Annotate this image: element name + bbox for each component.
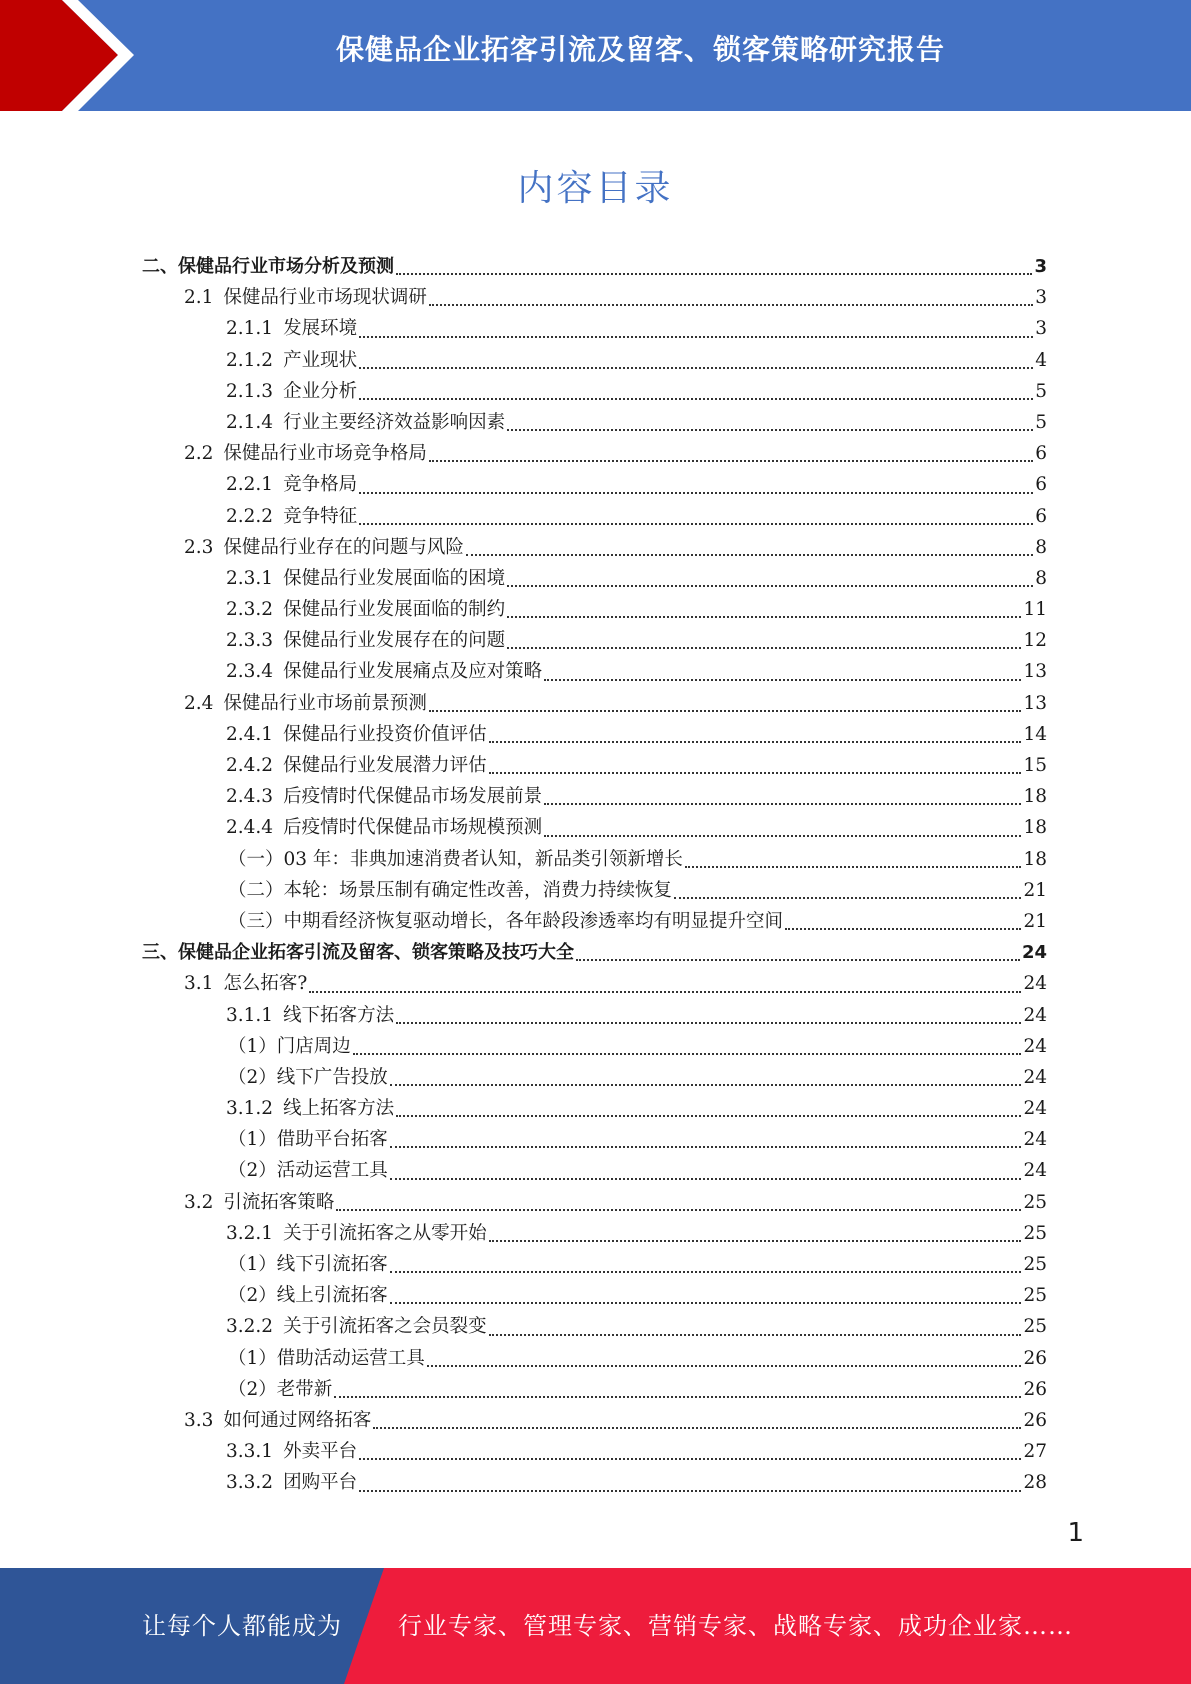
toc-entry[interactable] [0,1125,1191,1156]
toc-entry-page: 8 [1035,567,1047,589]
toc-entry[interactable] [0,907,1191,938]
toc-entry[interactable] [0,1468,1191,1499]
toc-entry[interactable] [0,533,1191,564]
toc-entry[interactable] [0,1001,1191,1032]
toc-entry-page: 24 [1023,1160,1047,1182]
toc-heading: 内容目录 [517,168,674,209]
toc-entry-page: 3 [1034,256,1047,277]
toc-entry-title [226,782,542,808]
toc-entry-title [226,751,487,777]
toc-entry-title [228,1281,388,1307]
toc-leader-dots [489,1333,1022,1336]
footer-slogan-right: 行业专家、管理专家、营销专家、战略专家、成功企业家…… [398,1612,1073,1640]
toc-leader-dots [507,646,1021,649]
toc-entry-page: 21 [1023,910,1047,932]
toc-entry-number: 2.1.1 [226,318,274,340]
toc-entry-number: 2.4.3 [226,786,274,808]
toc-entry-number: 2.1.3 [226,380,274,402]
toc-entry[interactable] [0,657,1191,688]
toc-entry[interactable] [0,1437,1191,1468]
toc-entry-page: 6 [1035,443,1047,465]
toc-entry[interactable] [0,408,1191,439]
toc-entry[interactable] [0,1281,1191,1312]
toc-entry-text: （2）老带新 [228,1378,333,1400]
toc-leader-dots [334,1395,1021,1398]
toc-entry-number: 2.3.2 [226,599,274,621]
toc-entry-text: 后疫情时代保健品市场规模预测 [283,817,543,839]
toc-entry-title [226,314,357,340]
toc-entry[interactable] [0,346,1191,377]
toc-entry-number: 2.4 [184,692,214,714]
toc-entry-text: 线上拓客方法 [283,1098,395,1120]
toc-leader-dots [544,834,1021,837]
toc-entry-title [226,626,505,652]
toc-entry-title [226,813,542,839]
toc-leader-dots [359,335,1033,338]
toc-leader-dots [507,615,1021,618]
toc-entry[interactable] [0,595,1191,626]
toc-entry-number: 2.3 [184,536,214,558]
toc-leader-dots [396,272,1032,275]
toc-entry-title [184,1188,334,1214]
toc-entry-title [228,1063,388,1089]
toc-entry-number: 3.1 [184,973,214,995]
toc-entry-title [228,1032,351,1058]
toc-entry-text: 竞争特征 [283,505,358,527]
toc-entry-page: 18 [1023,848,1047,870]
toc-entry-text: 保健品行业市场竞争格局 [223,443,427,465]
toc-entry-title [226,470,357,496]
toc-entry-page: 24 [1023,1129,1047,1151]
toc-entry-title [228,907,783,933]
toc-entry-page: 24 [1023,1066,1047,1088]
toc-leader-dots [359,522,1033,525]
page-number: 1 [1067,1518,1084,1548]
toc-entry-number: 2.3.1 [226,567,274,589]
toc-leader-dots [390,1083,1022,1086]
toc-entry-text: （2）线上引流拓客 [228,1285,388,1307]
toc-entry[interactable] [0,1344,1191,1375]
toc-entry-number: 3.2.2 [226,1316,274,1338]
toc-leader-dots [429,459,1033,462]
toc-entry-text: 关于引流拓客之从零开始 [283,1222,487,1244]
toc-entry-text: （三）中期看经济恢复驱动增长，各年龄段渗透率均有明显提升空间 [228,910,784,932]
toc-entry-text: 保健品行业发展存在的问题 [283,630,506,652]
toc-entry-page: 15 [1023,755,1047,776]
toc-entry[interactable] [0,1156,1191,1187]
toc-leader-dots [359,366,1033,369]
toc-entry-title [226,1468,357,1494]
toc-entry-text: 引流拓客策略 [223,1191,335,1213]
toc-entry-text: 企业分析 [283,380,358,402]
toc-entry-title [142,252,394,278]
toc-entry-text: 团购平台 [283,1472,358,1494]
toc-entry-page: 4 [1035,349,1047,371]
toc-leader-dots [466,553,1033,556]
toc-entry[interactable] [0,626,1191,657]
toc-leader-dots [685,865,1022,868]
toc-entry-title [228,1125,388,1151]
toc-entry-page: 18 [1023,817,1047,839]
toc-leader-dots [544,678,1021,681]
toc-entry-title [226,657,542,683]
toc-entry-title [184,439,427,465]
toc-leader-dots [489,1239,1022,1242]
toc-entry-text: 怎么拓客? [223,973,308,995]
toc-entry-page: 26 [1023,1409,1047,1431]
toc-entry[interactable] [0,1375,1191,1406]
toc-entry-text: （二）本轮：场景压制有确定性改善，消费力持续恢复 [228,879,673,901]
toc-entry-number: 2.4.1 [226,723,274,745]
toc-entry-page: 14 [1023,723,1047,745]
toc-entry-number: 3.1.2 [226,1098,274,1120]
toc-entry-title [226,377,357,403]
toc-entry-number: 2.1.4 [226,411,274,433]
toc-entry-text: （2）线下广告投放 [228,1066,388,1088]
toc-entry-text: （一）03 年：非典加速消费者认知，新品类引领新增长 [228,848,683,870]
toc-entry[interactable] [0,377,1191,408]
toc-leader-dots [359,397,1033,400]
toc-leader-dots [390,1145,1022,1148]
toc-entry[interactable] [0,1188,1191,1219]
toc-entry-text: 外卖平台 [283,1441,358,1463]
toc-entry-page: 25 [1023,1191,1047,1213]
toc-entry-title [226,502,357,528]
toc-entry-page: 11 [1023,599,1047,621]
toc-entry-page: 13 [1023,692,1047,714]
page-footer [0,1568,1191,1684]
toc-entry[interactable] [0,1094,1191,1125]
toc-entry-title [228,1375,332,1401]
toc-leader-dots [390,1177,1022,1180]
toc-entry-title [228,1250,388,1276]
toc-leader-dots [489,771,1022,774]
toc-entry-text: 发展环境 [283,318,358,340]
toc-leader-dots [507,584,1033,587]
toc-entry-page: 24 [1021,942,1047,964]
toc-leader-dots [359,1489,1021,1492]
toc-entry-title [226,564,505,590]
toc-entry-number: 3.3.1 [226,1441,274,1463]
toc-leader-dots [373,1426,1021,1429]
toc-entry-text: 二、保健品行业市场分析及预测 [142,256,394,277]
toc-entry-title [226,720,487,746]
toc-entry-page: 21 [1023,879,1047,901]
toc-entry[interactable] [0,1063,1191,1094]
toc-entry-text: （1）线下引流拓客 [228,1254,388,1275]
toc-entry-text: 保健品行业市场现状调研 [223,287,427,309]
toc-entry-title [184,533,464,559]
toc-entry-page: 26 [1023,1378,1047,1400]
toc-entry-title [226,1001,394,1027]
toc-entry[interactable] [0,252,1191,283]
toc-leader-dots [336,1208,1021,1211]
toc-entry-text: 后疫情时代保健品市场发展前景 [283,786,543,808]
toc-entry-number: 2.2 [184,443,214,465]
toc-entry[interactable] [0,314,1191,345]
toc-entry-title [228,845,683,871]
toc-entry[interactable] [0,813,1191,844]
toc-entry-page: 27 [1023,1441,1047,1463]
toc-entry-text: （1）借助平台拓客 [228,1129,388,1151]
toc-entry-page: 25 [1023,1285,1047,1307]
toc-entry-text: 保健品行业发展潜力评估 [283,755,487,776]
toc-entry-text: 如何通过网络拓客 [223,1409,372,1431]
toc-entry-text: 保健品行业发展痛点及应对策略 [283,661,543,683]
toc-entry-text: （2）活动运营工具 [228,1160,388,1182]
toc-entry[interactable] [0,564,1191,595]
toc-entry-number: 3.1.1 [226,1004,274,1026]
report-title: 保健品企业拓客引流及留客、锁客策略研究报告 [335,33,945,66]
footer-slogan-left: 让每个人都能成为 [142,1612,342,1640]
toc-entry-text: 产业现状 [283,349,358,371]
toc-leader-dots [359,491,1033,494]
toc-entry-page: 12 [1023,630,1047,652]
toc-entry-title [226,346,357,372]
toc-leader-dots [359,1457,1021,1460]
toc-entry[interactable] [0,751,1191,782]
toc-entry-title [228,1344,425,1370]
toc-entry-page: 8 [1035,536,1047,558]
toc-leader-dots [489,740,1022,743]
toc-entry-number: 2.1 [184,287,214,309]
toc-entry-page: 25 [1023,1316,1047,1338]
toc-entry-page: 5 [1035,380,1047,402]
toc-leader-dots [544,802,1021,805]
toc-entry-title [226,1094,394,1120]
toc-entry-title [226,1437,357,1463]
toc-leader-dots [576,958,1020,961]
toc-entry-number: 3.2 [184,1191,214,1213]
toc-leader-dots [396,1021,1021,1024]
toc-entry-title [226,1219,487,1245]
toc-leader-dots [507,428,1033,431]
toc-leader-dots [353,1052,1022,1055]
toc-entry-number: 2.2.1 [226,474,274,496]
toc-entry-number: 2.4.2 [226,755,274,776]
toc-entry-page: 24 [1023,1004,1047,1026]
toc-entry-text: 关于引流拓客之会员裂变 [283,1316,487,1338]
toc-entry-page: 25 [1023,1222,1047,1244]
toc-entry-page: 28 [1023,1472,1047,1494]
toc-entry-text: 线下拓客方法 [283,1004,395,1026]
toc-leader-dots [390,1270,1022,1273]
toc-entry-text: 保健品行业市场前景预测 [223,692,427,714]
toc-entry-title [142,938,574,964]
toc-entry-title [226,595,505,621]
toc-entry[interactable] [0,283,1191,314]
toc-entry-page: 6 [1035,474,1047,496]
toc-leader-dots [429,303,1033,306]
toc-entry[interactable] [0,1312,1191,1343]
toc-entry-number: 2.3.4 [226,661,274,683]
toc-entry[interactable] [0,938,1191,969]
toc-entry[interactable] [0,439,1191,470]
toc-entry-page: 13 [1023,661,1047,683]
toc-entry-page: 6 [1035,505,1047,527]
toc-entry-title [184,689,427,715]
toc-entry-number: 3.3.2 [226,1472,274,1494]
toc-entry-page: 18 [1023,786,1047,808]
toc-entry-text: 行业主要经济效益影响因素 [283,411,506,433]
toc-leader-dots [427,1364,1022,1367]
toc-entry[interactable] [0,782,1191,813]
toc-entry-page: 24 [1023,1035,1047,1057]
toc-entry-title [228,876,672,902]
toc-leader-dots [429,709,1022,712]
toc-entry[interactable] [0,969,1191,1000]
toc-entry[interactable] [0,1406,1191,1437]
toc-entry-page: 26 [1023,1347,1047,1369]
toc-entry-number: 2.1.2 [226,349,274,371]
toc-entry[interactable] [0,1219,1191,1250]
toc-entry[interactable] [0,1250,1191,1281]
table-of-contents [0,252,1191,1500]
toc-leader-dots [674,896,1021,899]
toc-leader-dots [785,927,1021,930]
toc-entry-title [226,1312,487,1338]
toc-entry-text: 三、保健品企业拓客引流及留客、锁客策略及技巧大全 [142,942,574,964]
toc-entry-page: 24 [1023,973,1047,995]
toc-entry-text: 保健品行业发展面临的困境 [283,567,506,589]
toc-entry-text: 竞争格局 [283,474,358,496]
toc-entry-number: 3.3 [184,1409,214,1431]
toc-entry-number: 2.4.4 [226,817,274,839]
toc-entry-number: 2.2.2 [226,505,274,527]
toc-leader-dots [390,1301,1022,1304]
toc-entry-number: 2.3.3 [226,630,274,652]
toc-entry[interactable] [0,720,1191,751]
toc-entry-text: 保健品行业投资价值评估 [283,723,487,745]
toc-leader-dots [396,1114,1021,1117]
toc-entry[interactable] [0,470,1191,501]
toc-entry-text: （1）借助活动运营工具 [228,1347,425,1369]
toc-entry[interactable] [0,689,1191,720]
toc-entry-number: 3.2.1 [226,1222,274,1244]
toc-entry-text: 保健品行业存在的问题与风险 [223,536,464,558]
toc-entry-title [184,969,307,995]
toc-entry-page: 3 [1035,318,1047,340]
toc-entry-text: 保健品行业发展面临的制约 [283,599,506,621]
toc-entry-page: 3 [1035,287,1047,309]
toc-entry-title [184,1406,371,1432]
toc-entry-page: 24 [1023,1098,1047,1120]
toc-entry[interactable] [0,502,1191,533]
toc-entry-title [226,408,505,434]
toc-entry[interactable] [0,876,1191,907]
toc-entry[interactable] [0,845,1191,876]
toc-entry[interactable] [0,1032,1191,1063]
page-header [0,0,1191,111]
toc-entry-page: 25 [1023,1254,1047,1275]
toc-entry-text: （1）门店周边 [228,1035,351,1057]
toc-entry-page: 5 [1035,411,1047,433]
toc-entry-title [228,1156,388,1182]
toc-entry-title [184,283,427,309]
toc-leader-dots [309,990,1021,993]
